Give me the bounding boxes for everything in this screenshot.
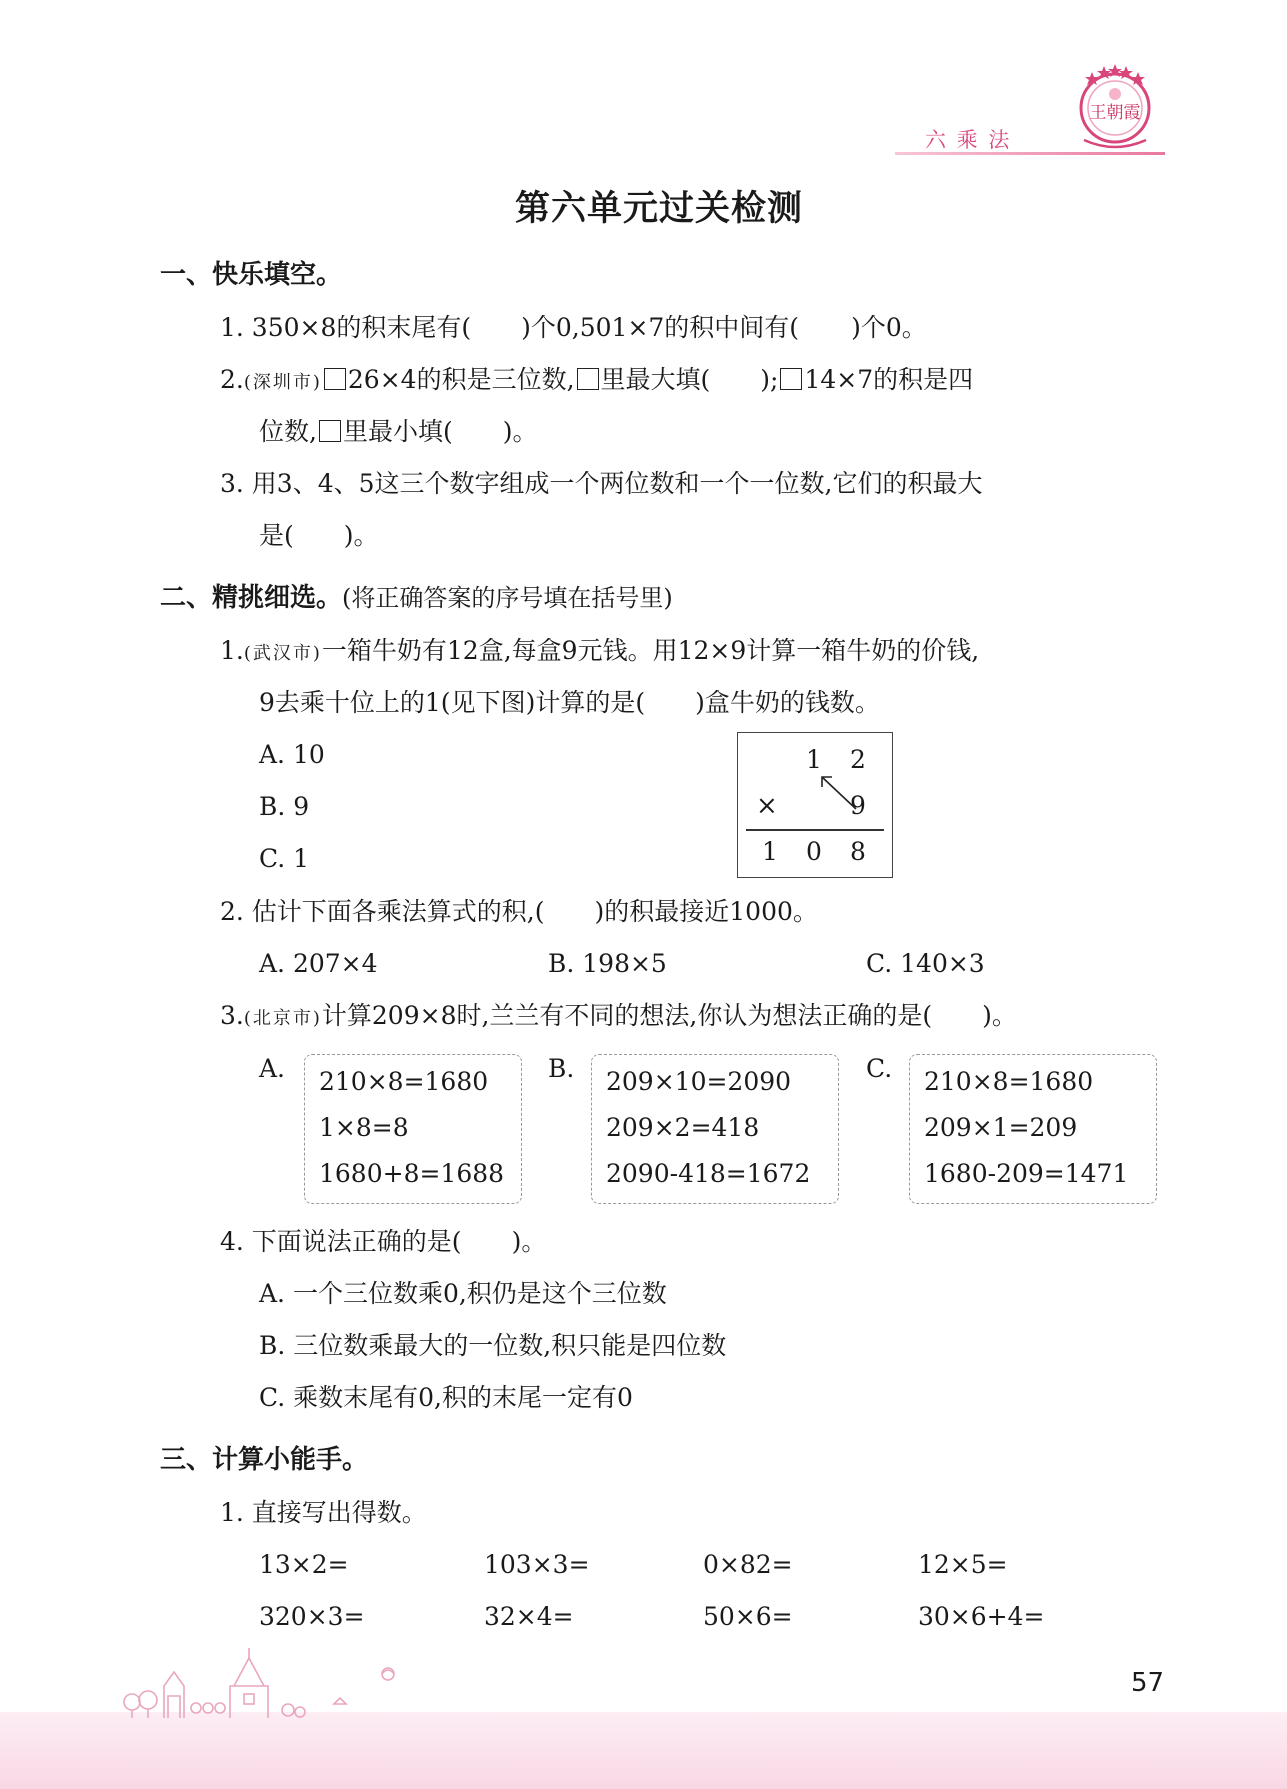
section-2-heading-row	[160, 581, 673, 615]
calc-item: 103×3=	[484, 1550, 590, 1579]
s2q2-part-b: )的积最接近1000。	[594, 897, 818, 926]
s2q3-choice-a-label: A.	[259, 1054, 286, 1083]
footer-castle-illustration	[118, 1646, 418, 1718]
digit-box	[324, 368, 346, 390]
calc-line: 210×8=1680	[319, 1067, 489, 1096]
s1-question-3-cont	[259, 519, 379, 553]
s1q2-line2-b: 里最小填(	[342, 417, 453, 446]
s1-question-2	[220, 363, 973, 400]
s1q2-part-d: 14×7的积是四	[804, 365, 974, 394]
calc-line: 210×8=1680	[924, 1067, 1094, 1096]
s2q1-line2-a: 9去乘十位上的1(见下图)计算的是(	[259, 688, 646, 717]
s2q3-part-b: )。	[982, 1001, 1017, 1030]
calc-item: 30×6+4=	[918, 1602, 1045, 1631]
s1q2-line2-c: )。	[502, 417, 538, 446]
s2q3-number: 3.	[220, 1001, 244, 1030]
chapter-label: 六 乘 法	[925, 128, 1012, 152]
s2q2-option-c: C. 140×3	[866, 949, 985, 978]
s1q2-part-c: );	[760, 365, 779, 394]
vertical-multiplication-figure	[737, 732, 893, 878]
calc-line: 1680+8=1688	[319, 1159, 505, 1188]
arrow-icon	[816, 771, 862, 813]
s2-question-4	[220, 1225, 546, 1259]
page-title: 第六单元过关检测	[514, 189, 803, 229]
figure-digit: 0	[806, 837, 822, 866]
calc-item: 32×4=	[484, 1602, 574, 1631]
section-3-heading: 三、计算小能手。	[160, 1445, 369, 1475]
digit-box	[319, 420, 341, 442]
s2q2-option-a: A. 207×4	[259, 949, 378, 978]
s2q3-choice-a-box	[304, 1054, 522, 1204]
seal-icon	[1072, 62, 1158, 154]
s2q3-choice-b-label: B.	[548, 1054, 575, 1083]
figure-digit: 1	[806, 745, 822, 774]
publisher-logo	[1072, 62, 1158, 154]
figure-digit: 9	[850, 791, 866, 820]
s2q3-choice-c-label: C.	[866, 1054, 893, 1083]
calc-line: 1680-209=1471	[924, 1159, 1129, 1188]
s2q1-option-b: B. 9	[259, 792, 310, 821]
s2q1-number: 1.	[220, 636, 244, 665]
calc-item: 0×82=	[703, 1550, 793, 1579]
s2q4-part-a: 4. 下面说法正确的是(	[220, 1227, 462, 1256]
calc-line: 209×10=2090	[606, 1067, 792, 1096]
s2q4-option-b: B. 三位数乘最大的一位数,积只能是四位数	[259, 1331, 727, 1360]
s2q2-option-b: B. 198×5	[548, 949, 667, 978]
s2-question-1	[220, 634, 979, 671]
s2q4-option-a: A. 一个三位数乘0,积仍是这个三位数	[259, 1279, 667, 1308]
castle-icon	[118, 1646, 418, 1718]
s1q2-part-b: 里最大填(	[600, 365, 711, 394]
figure-digit: 2	[850, 745, 866, 774]
logo-text: 王朝霞	[1089, 103, 1141, 123]
s2-question-1-cont	[259, 686, 880, 720]
s2q3-part-a: 计算209×8时,兰兰有不同的想法,你认为想法正确的是(	[321, 1001, 933, 1030]
s2q2-part-a: 2. 估计下面各乘法算式的积,(	[220, 897, 545, 926]
s1q3-line2-b: )。	[343, 521, 379, 550]
s1q1-part-c: )个0。	[851, 313, 927, 342]
s2q3-choice-b-box	[591, 1054, 839, 1204]
calc-line: 209×2=418	[606, 1113, 760, 1142]
footer-band	[0, 1712, 1287, 1789]
calc-item: 13×2=	[259, 1550, 349, 1579]
s2q3-choice-c-box	[909, 1054, 1157, 1204]
s1q2-part-a: 26×4的积是三位数,	[347, 365, 575, 394]
calc-item: 12×5=	[918, 1550, 1008, 1579]
calc-item: 320×3=	[259, 1602, 365, 1631]
s3-question-1: 1. 直接写出得数。	[220, 1498, 427, 1527]
s2q1-option-a: A. 10	[259, 740, 325, 769]
section-2-note: (将正确答案的序号填在括号里)	[342, 584, 673, 612]
multiply-sign: ×	[756, 791, 778, 821]
section-2-heading: 二、精挑细选。	[160, 583, 343, 613]
s2q1-line1: 一箱牛奶有12盒,每盒9元钱。用12×9计算一箱牛奶的价钱,	[321, 636, 980, 665]
s1q2-number: 2.	[220, 365, 244, 394]
s1q1-part-a: 1. 350×8的积末尾有(	[220, 313, 472, 342]
s2q1-source-tag: (武汉市)	[243, 643, 322, 664]
s2q4-option-c: C. 乘数末尾有0,积的末尾一定有0	[259, 1383, 633, 1412]
s1-question-1	[220, 311, 927, 345]
page-number: 57	[1131, 1668, 1165, 1698]
s1q1-part-b: )个0,501×7的积中间有(	[521, 313, 800, 342]
s2-question-3	[220, 999, 1017, 1036]
s2-question-2	[220, 895, 818, 929]
s2q1-line2-b: )盒牛奶的钱数。	[695, 688, 880, 717]
figure-digit: 8	[850, 837, 866, 866]
s1-question-2-cont	[259, 415, 537, 449]
s2q1-option-c: C. 1	[259, 844, 310, 873]
figure-digit: 1	[762, 837, 778, 866]
section-1-heading: 一、快乐填空。	[160, 260, 343, 290]
s1-question-3: 3. 用3、4、5这三个数字组成一个两位数和一个一位数,它们的积最大	[220, 469, 983, 498]
calc-line: 1×8=8	[319, 1113, 409, 1142]
s1q2-source-tag: (深圳市)	[243, 372, 322, 393]
calc-line: 209×1=209	[924, 1113, 1078, 1142]
s1q2-line2-a: 位数,	[259, 417, 317, 446]
calc-item: 50×6=	[703, 1602, 793, 1631]
digit-box	[577, 368, 599, 390]
calc-line: 2090-418=1672	[606, 1159, 811, 1188]
figure-rule	[746, 829, 884, 831]
s2q4-part-b: )。	[511, 1227, 547, 1256]
digit-box	[780, 368, 802, 390]
s1q3-line2-a: 是(	[259, 521, 294, 550]
s2q3-source-tag: (北京市)	[243, 1008, 322, 1029]
